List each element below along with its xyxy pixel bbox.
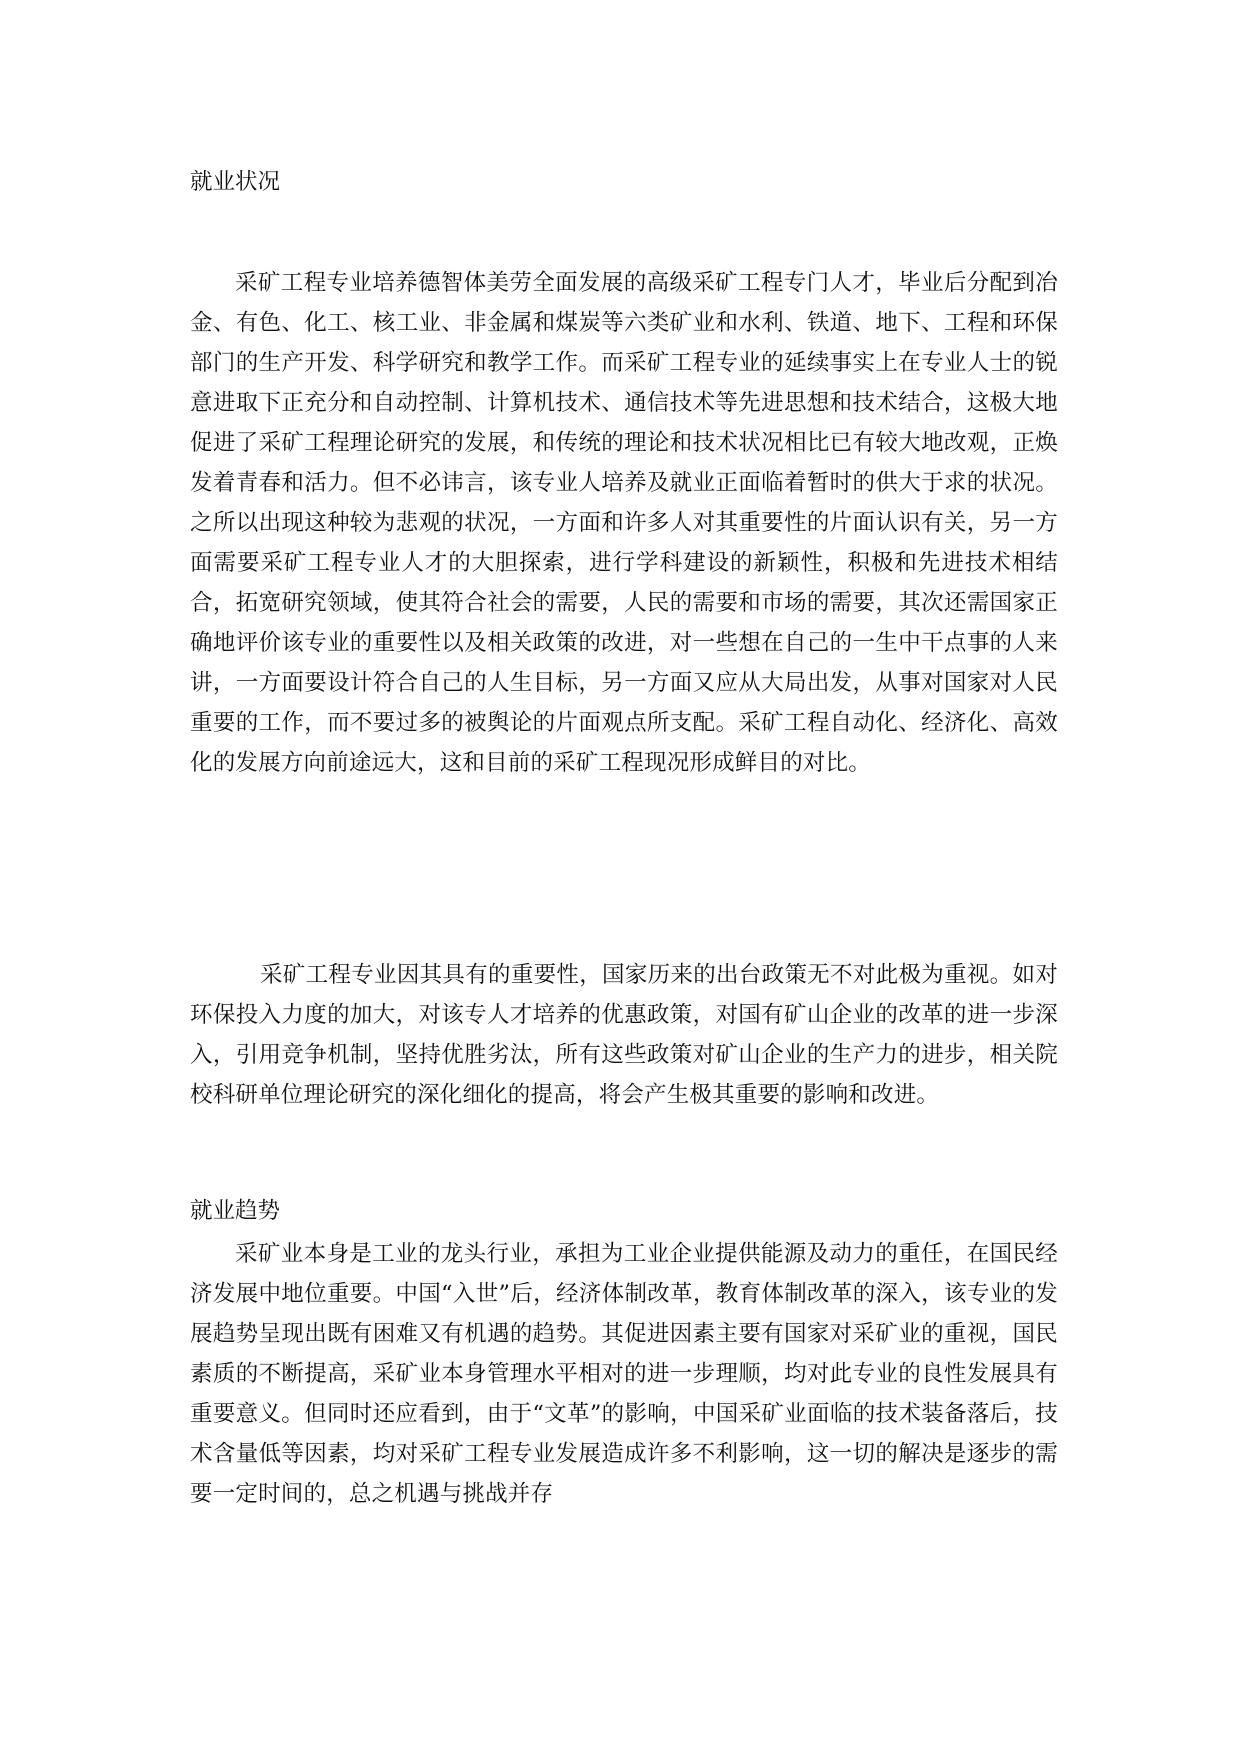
section-heading-employment-trend: 就业趋势 (190, 1198, 281, 1224)
paragraph-employment-status-1: 采矿工程专业培养德智体美劳全面发展的高级采矿工程专门人才，毕业后分配到冶金、有色、化工、核工业、非金属和煤炭等六类矿业和水利、铁道、地下、工程和环保部门的生产开发、科学研究和教学工作。而采矿工程专业的延续事实上在专业人士的锐意进取下正充分和自动控制、计算机技术、通信技术等先进思想和技术结合，这极大地促进了采矿工程理论研究的发展，和传统的理论和技术状况相比已有较大地改观，正焕发着青春和活力。但不必讳言，该专业人培养及就业正面临着暂时的供大于求的状况。之所以出现这种较为悲观的状况，一方面和许多人对其重要性的片面认识有关，另一方面需要采矿工程专业人才的大胆探索，进行学科建设的新颖性，积极和先进技术相结合，拓宽研究领域，使其符合社会的需要，人民的需要和市场的需要，其次还需国家正确地评价该专业的重要性以及相关政策的改进，对一些想在自己的一生中干点事的人来讲，一方面要设计符合自己的人生目标，另一方面又应从大局出发，从事对国家对人民重要的工作，而不要过多的被舆论的片面观点所支配。采矿工程自动化、经济化、高效化的发展方向前途远大，这和目前的采矿工程现况形成鲜目的对比。 (190, 270, 1058, 776)
section-heading-employment-status: 就业状况 (190, 169, 281, 195)
paragraph-employment-status-2: 采矿工程专业因其具有的重要性，国家历来的出台政策无不对此极为重视。如对环保投入力度的加大，对该专人才培养的优惠政策，对国有矿山企业的改革的进一步深入，引用竞争机制，坚持优胜劣汰，所有这些政策对矿山企业的生产力的进步，相关院校科研单位理论研究的深化细化的提高，将会产生极其重要的影响和改进。 (190, 962, 1058, 1108)
paragraph-employment-trend-1: 采矿业本身是工业的龙头行业，承担为工业企业提供能源及动力的重任，在国民经济发展中地位重要。中国“入世”后，经济体制改革，教育体制改革的深入，该专业的发展趋势呈现出既有困难又有机遇的趋势。其促进因素主要有国家对采矿业的重视，国民素质的不断提高，采矿业本身管理水平相对的进一步理顺，均对此专业的良性发展具有重要意义。但同时还应看到，由于“文革”的影响，中国采矿业面临的技术装备落后，技术含量低等因素，均对采矿工程专业发展造成许多不利影响，这一切的解决是逐步的需要一定时间的，总之机遇与挑战并存 (190, 1241, 1058, 1507)
